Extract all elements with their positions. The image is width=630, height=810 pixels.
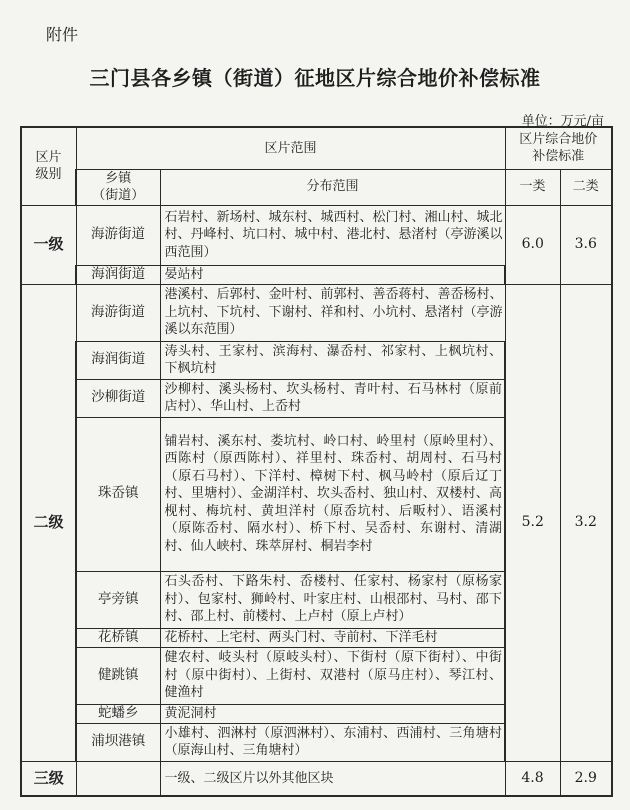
- village-list: 一级、二级区片以外其他区块: [160, 761, 505, 796]
- header-zone-range: 区片范围: [76, 127, 505, 169]
- price-class2: 2.9: [560, 761, 612, 796]
- header-class2: 二类: [560, 169, 612, 205]
- table-row: [21, 761, 612, 796]
- town-name: 海游街道: [76, 284, 160, 341]
- price-class1: 6.0: [505, 205, 560, 284]
- village-list: 石岩村、新场村、城东村、城西村、松门村、湘山村、城北村、丹峰村、坑口村、城中村、港北村、悬渚村（亭游溪以西范围）: [160, 205, 505, 265]
- village-list: 晏站村: [160, 265, 505, 284]
- town-name: 健跳镇: [76, 647, 160, 704]
- town-name: 蛇蟠乡: [76, 704, 160, 723]
- town-name: 亭旁镇: [76, 571, 160, 628]
- village-list: 黄泥洞村: [160, 704, 505, 723]
- table-row: [21, 205, 612, 265]
- header-class1: 一类: [505, 169, 560, 205]
- price-class1: 5.2: [505, 284, 560, 761]
- header-distribution: 分布范围: [160, 169, 505, 205]
- level-label: 一级: [21, 205, 76, 284]
- town-name: 海游街道: [76, 205, 160, 265]
- town-name: 海润街道: [76, 341, 160, 379]
- table-subheader-row: [21, 169, 612, 205]
- town-name: 沙柳街道: [76, 379, 160, 417]
- document-title: 三门县各乡镇（街道）征地区片综合地价补偿标准: [89, 66, 541, 90]
- header-zone-level: 区片 级别: [21, 127, 76, 205]
- level-label: 三级: [21, 761, 76, 796]
- village-list: 花桥村、上宅村、两头门村、寺前村、下洋毛村: [160, 628, 505, 647]
- unit-label: 单位：万元/亩: [521, 114, 604, 129]
- town-name: [76, 761, 160, 796]
- village-list: 涛头村、王家村、滨海村、瀑岙村、祁家村、上枫坑村、下枫坑村: [160, 341, 505, 379]
- table-row: [21, 284, 612, 341]
- price-class1: 4.8: [505, 761, 560, 796]
- header-town: 乡镇 （街道）: [76, 169, 160, 205]
- town-name: 珠岙镇: [76, 417, 160, 571]
- compensation-table: [20, 126, 613, 797]
- town-name: 浦坝港镇: [76, 723, 160, 761]
- town-name: 花桥镇: [76, 628, 160, 647]
- village-list: 港溪村、后郭村、金叶村、前郭村、善岙蒋村、善岙杨村、上坑村、下坑村、下谢村、祥和村、小坑村、悬渚村（亭游溪以东范围）: [160, 284, 505, 341]
- price-class2: 3.2: [560, 284, 612, 761]
- village-list: 健农村、岐头村（原岐头村）、下街村（原下街村）、中街村（原中街村）、上街村、双港村（原马庄村）、琴江村、健渔村: [160, 647, 505, 704]
- table-header-row: [21, 127, 612, 169]
- village-list: 小雄村、泗淋村（原泗淋村）、东浦村、西浦村、三角塘村（原海山村、三角塘村）: [160, 723, 505, 761]
- town-name: 海润街道: [76, 265, 160, 284]
- attachment-label: 附件: [46, 25, 79, 44]
- village-list: 石头岙村、下路朱村、岙楼村、任家村、杨家村（原杨家村）、包家村、狮岭村、叶家庄村、山根邵村、马村、邵下村、邵上村、前楼村、上卢村（原上卢村）: [160, 571, 505, 628]
- village-list: 沙柳村、溪头杨村、坎头杨村、青叶村、石马林村（原前店村）、华山村、上岙村: [160, 379, 505, 417]
- price-class2: 3.6: [560, 205, 612, 284]
- village-list: 铺岩村、溪东村、娄坑村、岭口村、岭里村（原岭里村）、西陈村（原西陈村）、祥里村、珠岙村、胡周村、石马村（原石马村）、下洋村、樟树下村、枫马岭村（原后辽丁村、里塘村）、金湖洋村、坎头岙村、独山村、双楼村、高枧村、梅坑村、黄坦洋村（原岙坑村、后畈村）、语溪村（原陈岙村、隔水村）、桥下村、吴岙村、东谢村、清湖村、仙人峡村、珠萃屏村、桐岩李村: [160, 417, 505, 571]
- level-label: 二级: [21, 284, 76, 761]
- header-price: 区片综合地价 补偿标准: [505, 127, 612, 169]
